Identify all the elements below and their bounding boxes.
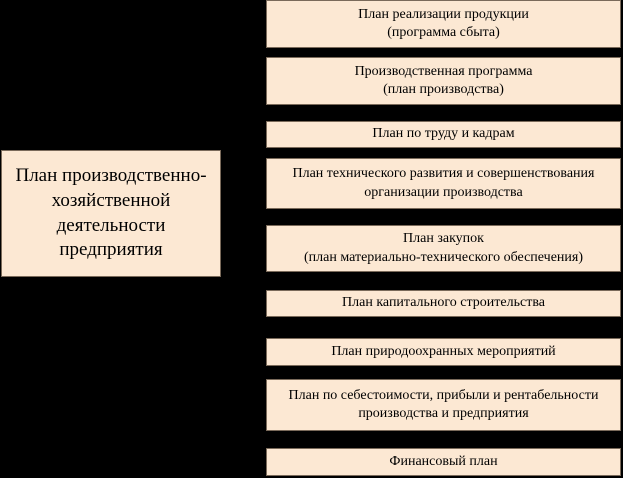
plan-box-cost-profit — [266, 379, 621, 431]
plan-box-label: План природоохранных мероприятий — [331, 343, 556, 359]
plan-box-label: План технического развития и совершенствования организации производства — [292, 166, 595, 200]
plan-box-technical-development — [266, 158, 621, 209]
main-plan-label: План производственно- хозяйственной деятельности предприятия — [15, 165, 207, 261]
plan-box-label: План закупок (план материально-технического обеспечения) — [304, 231, 583, 265]
plan-box-label: Финансовый план — [389, 453, 498, 469]
plan-box-label: План по труду и кадрам — [372, 126, 515, 142]
plan-box-label: План по себестоимости, прибыли и рентабельности производства и предприятия — [288, 387, 599, 421]
plan-box-label: План капитального строительства — [342, 295, 545, 311]
plan-box-labor — [266, 121, 621, 148]
plan-box-production — [266, 57, 621, 105]
plan-box-capital-construction — [266, 290, 621, 317]
plan-box-sales — [266, 0, 621, 48]
plan-box-environmental — [266, 338, 621, 366]
plan-box-label: План реализации продукции (программа сбыта) — [358, 6, 529, 40]
plan-box-financial — [266, 448, 621, 476]
plan-box-label: Производственная программа (план производства) — [354, 63, 533, 97]
plan-box-procurement — [266, 225, 621, 272]
main-plan-box — [1, 150, 221, 277]
